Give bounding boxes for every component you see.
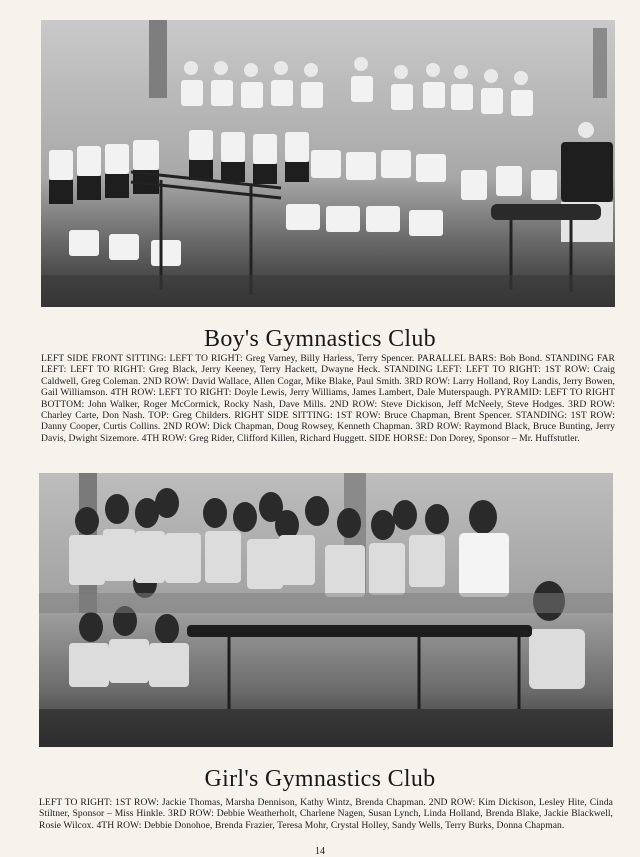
caption-names: Kim Dickison, Lesley Hite, Cinda Stiltner, Sponsor – Miss Hinkle. xyxy=(39,797,613,820)
caption-names: Greg Childers. xyxy=(169,410,235,422)
caption-names: Raymond Black, Bruce Bunting, Jerry Davis, Dwight Sizemore. xyxy=(41,421,615,444)
caption-label: TOP: xyxy=(148,410,169,422)
girls-club-caption xyxy=(39,797,613,831)
boys-club-caption xyxy=(41,353,615,444)
caption-names: Greg Rider, Clifford Killen, Richard Huggett. xyxy=(186,432,370,444)
caption-label: 2ND ROW: xyxy=(163,421,210,433)
caption-names: Larry Holland, Roy Landis, Jerry Bowen, Gail Williamson. xyxy=(41,375,615,399)
caption-label: 2ND ROW: xyxy=(428,797,476,808)
caption-label: LEFT TO RIGHT: 1ST ROW: xyxy=(39,797,159,808)
boys-gymnastics-photo xyxy=(41,20,615,307)
caption-label: 2ND ROW: xyxy=(142,375,190,387)
girls-photo-graphic xyxy=(39,473,613,747)
caption-label: 3RD ROW: xyxy=(168,808,214,820)
caption-label: 2ND ROW: xyxy=(329,398,378,410)
boys-club-title: Boy's Gymnastics Club xyxy=(204,326,436,352)
caption-names: Greg Black, Jerry Keeney, Terry Hackett, Dwayne Heck. xyxy=(145,364,385,376)
caption-names: Don Dorey, Sponsor – Mr. Huffstutler. xyxy=(427,432,580,444)
caption-label: 4TH ROW: LEFT TO RIGHT: xyxy=(110,387,232,399)
caption-names: Charley Carte, Don Nash. xyxy=(41,410,149,422)
caption-label: 3RD ROW: xyxy=(404,375,451,387)
caption-names: Greg Varney, Billy Harless, Terry Spencer. xyxy=(242,353,418,364)
caption-label: RIGHT SIDE SITTING: 1ST ROW: xyxy=(234,410,381,422)
caption-names: John Walker, Roger McCormick, Rocky Nash, Dave Mills. xyxy=(84,398,330,410)
caption-names: Danny Cooper, Curtis Collins. xyxy=(41,421,164,433)
caption-label: LEFT SIDE FRONT SITTING: LEFT TO RIGHT: xyxy=(41,353,243,364)
caption-names: Bob Bond. xyxy=(496,353,546,364)
caption-label: 4TH ROW: xyxy=(141,432,187,444)
caption-names: Jackie Thomas, Marsha Dennison, Kathy Wintz, Brenda Chapman. xyxy=(158,797,429,808)
caption-label: SIDE HORSE: xyxy=(369,432,428,444)
caption-label: STANDING: 1ST ROW: xyxy=(515,410,615,422)
caption-label: 4TH ROW: xyxy=(96,819,142,831)
caption-names: David Wallace, Allen Cogar, Mike Blake, Paul Smith. xyxy=(189,375,405,387)
caption-names: Debbie Weatherholt, Charlene Nagen, Susan Lynch, Linda Holland, Brenda Blake, Jackie Blackwell, Rosie Wilcox. xyxy=(39,808,613,831)
caption-label: 3RD ROW: xyxy=(415,421,462,433)
caption-names: Steve Dickison, Jeff McNeely, Steve Hodges. xyxy=(377,398,569,410)
caption-label: PYRAMID: LEFT TO RIGHT BOTTOM: xyxy=(41,387,615,410)
page-number: 14 xyxy=(315,846,325,857)
caption-label: PARALLEL BARS: xyxy=(417,353,497,364)
caption-names: Debbie Donohoe, Brenda Frazier, Teresa Mohr, Crystal Holley, Sandy Wells, Terry Burks, Donna Chapman. xyxy=(141,819,565,831)
caption-label: 3RD ROW: xyxy=(568,398,615,410)
caption-names: Bruce Chapman, Brent Spencer. xyxy=(380,410,516,422)
girls-gymnastics-photo xyxy=(39,473,613,747)
caption-names: Craig Caldwell, Greg Coleman. xyxy=(41,364,616,387)
boys-photo-graphic xyxy=(41,20,615,307)
girls-club-title: Girl's Gymnastics Club xyxy=(204,766,436,792)
caption-label: STANDING FAR LEFT: LEFT TO RIGHT: xyxy=(41,353,615,376)
caption-names: Doyle Lewis, Jerry Williams, James Lambert, Dale Muterspaugh. xyxy=(231,387,495,399)
caption-names: Dick Chapman, Doug Rowsey, Kenneth Chapman. xyxy=(209,421,416,433)
caption-label: STANDING LEFT: LEFT TO RIGHT: 1ST ROW: xyxy=(384,364,590,376)
